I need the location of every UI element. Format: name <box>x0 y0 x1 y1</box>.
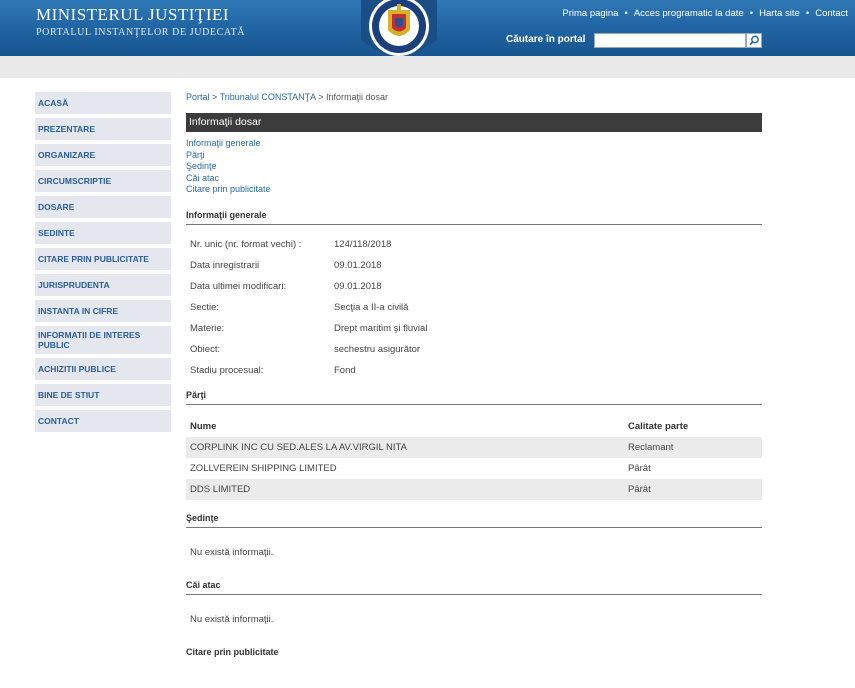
info-label: Data inregistrarii <box>190 259 260 271</box>
info-label: Sectie: <box>190 301 220 313</box>
party-name: ZOLLVEREIN SHIPPING LIMITED <box>190 462 337 474</box>
link-contact[interactable]: Contact <box>815 8 848 19</box>
info-row <box>186 234 762 255</box>
search-icon <box>747 34 761 47</box>
info-value: sechestru asigurător <box>334 343 421 355</box>
sidebar-item-circumscriptie[interactable]: CIRCUMSCRIPTIE <box>35 170 171 192</box>
table-row <box>186 437 762 458</box>
info-label: Obiect: <box>190 343 221 355</box>
breadcrumb <box>186 92 762 106</box>
header-band <box>0 56 855 78</box>
section-heading-cai-atac: Căi atac <box>186 580 762 595</box>
section-heading-parti: Părţi <box>186 390 762 405</box>
main-content <box>186 92 762 661</box>
info-value: 09.01.2018 <box>334 259 382 271</box>
toc-link-cai-atac[interactable]: Căi atac <box>186 172 220 183</box>
site-title: MINISTERUL JUSTIŢIEI <box>36 5 230 24</box>
sedinte-empty-message: Nu există informaţii. <box>190 546 274 558</box>
sidebar-item-instanta-in-cifre[interactable]: INSTANTA IN CIFRE <box>35 300 171 322</box>
link-separator: • <box>805 8 810 19</box>
table-row <box>186 458 762 479</box>
link-acces-programatic[interactable]: Acces programatic la date <box>633 8 744 19</box>
info-value: Drept maritim şi fluvial <box>334 322 428 334</box>
column-header-calitate: Calitate parte <box>628 421 689 432</box>
party-role: Pârât <box>628 462 651 474</box>
party-role: Reclamant <box>624 437 762 458</box>
info-row <box>186 339 762 360</box>
sidebar-item-citare[interactable]: CITARE PRIN PUBLICITATE <box>35 248 171 270</box>
link-harta-site[interactable]: Harta site <box>759 8 800 19</box>
toc-link-informatii-generale[interactable]: Informaţii generale <box>186 138 261 148</box>
info-value: Fond <box>334 364 356 376</box>
top-links <box>475 7 855 19</box>
page-title: Informaţii dosar <box>186 113 762 132</box>
search-button[interactable] <box>746 33 762 48</box>
info-value: 124/118/2018 <box>334 238 392 250</box>
info-label: Data ultimei modificari: <box>190 280 287 292</box>
sidebar-item-organizare[interactable]: ORGANIZARE <box>35 144 171 166</box>
info-row <box>186 297 762 318</box>
info-row <box>186 255 762 276</box>
info-label: Materie: <box>190 322 225 334</box>
sidebar-item-contact[interactable]: CONTACT <box>35 410 171 432</box>
breadcrumb-tribunal[interactable]: Tribunalul CONSTANŢA <box>219 92 316 102</box>
link-prima-pagina[interactable]: Prima pagina <box>562 8 619 19</box>
table-header-row <box>186 417 762 437</box>
breadcrumb-separator: > <box>318 92 324 102</box>
info-row <box>186 318 762 339</box>
sidebar-item-sedinte[interactable]: SEDINTE <box>35 222 171 244</box>
party-name: CORPLINK INC CU SED.ALES LA AV.VIRGIL NITA <box>186 437 624 458</box>
sidebar-item-jurisprudenta[interactable]: JURISPRUDENTA <box>35 274 171 296</box>
sidebar-item-bine-de-stiut[interactable]: BINE DE STIUT <box>35 384 171 406</box>
sidebar-item-dosare[interactable]: DOSARE <box>35 196 171 218</box>
info-label: Stadiu procesual: <box>190 364 264 376</box>
column-header-nume: Nume <box>190 421 217 432</box>
sidebar-item-achizitii-publice[interactable]: ACHIZITII PUBLICE <box>35 358 171 380</box>
section-heading-informatii-generale: Informaţii generale <box>186 210 762 225</box>
search-input[interactable] <box>594 33 746 48</box>
info-label: Nr. unic (nr. format vechi) : <box>190 238 302 250</box>
site-subtitle: PORTALUL INSTANŢELOR DE JUDECATĂ <box>36 27 246 38</box>
section-heading-citare: Citare prin publicitate <box>186 646 279 657</box>
table-row <box>186 479 762 500</box>
link-separator: • <box>624 8 628 19</box>
toc-link-parti[interactable]: Părţi <box>186 149 205 160</box>
toc-link-citare[interactable]: Citare prin publicitate <box>186 184 271 194</box>
sidebar-nav <box>35 92 171 436</box>
coat-of-arms-logo <box>361 0 437 60</box>
sidebar-item-prezentare[interactable]: PREZENTARE <box>35 118 171 140</box>
sidebar-item-acasa[interactable]: ACASĂ <box>35 92 171 114</box>
party-role: Pârât <box>624 479 762 500</box>
breadcrumb-separator: > <box>212 92 218 102</box>
info-value: 09.01.2018 <box>334 280 382 292</box>
info-value: Secţia a II-a civilă <box>334 301 409 313</box>
case-info-table <box>186 234 762 381</box>
toc-link-sedinte[interactable]: Şedinţe <box>186 161 217 171</box>
parties-table <box>186 417 762 500</box>
breadcrumb-portal[interactable]: Portal <box>186 92 210 102</box>
search-label: Căutare în portal <box>506 34 586 45</box>
breadcrumb-current: Informaţii dosar <box>325 92 388 102</box>
section-links <box>186 138 762 196</box>
cai-atac-empty-message: Nu există informaţii. <box>190 613 274 625</box>
sidebar-item-informatii-interes-public[interactable]: INFORMATII DE INTERES PUBLIC <box>35 326 171 354</box>
site-header <box>0 0 855 56</box>
link-separator: • <box>749 8 754 19</box>
section-heading-sedinte: Şedinţe <box>186 513 762 528</box>
info-row <box>186 360 762 381</box>
info-row <box>186 276 762 297</box>
party-name: DDS LIMITED <box>186 479 624 500</box>
